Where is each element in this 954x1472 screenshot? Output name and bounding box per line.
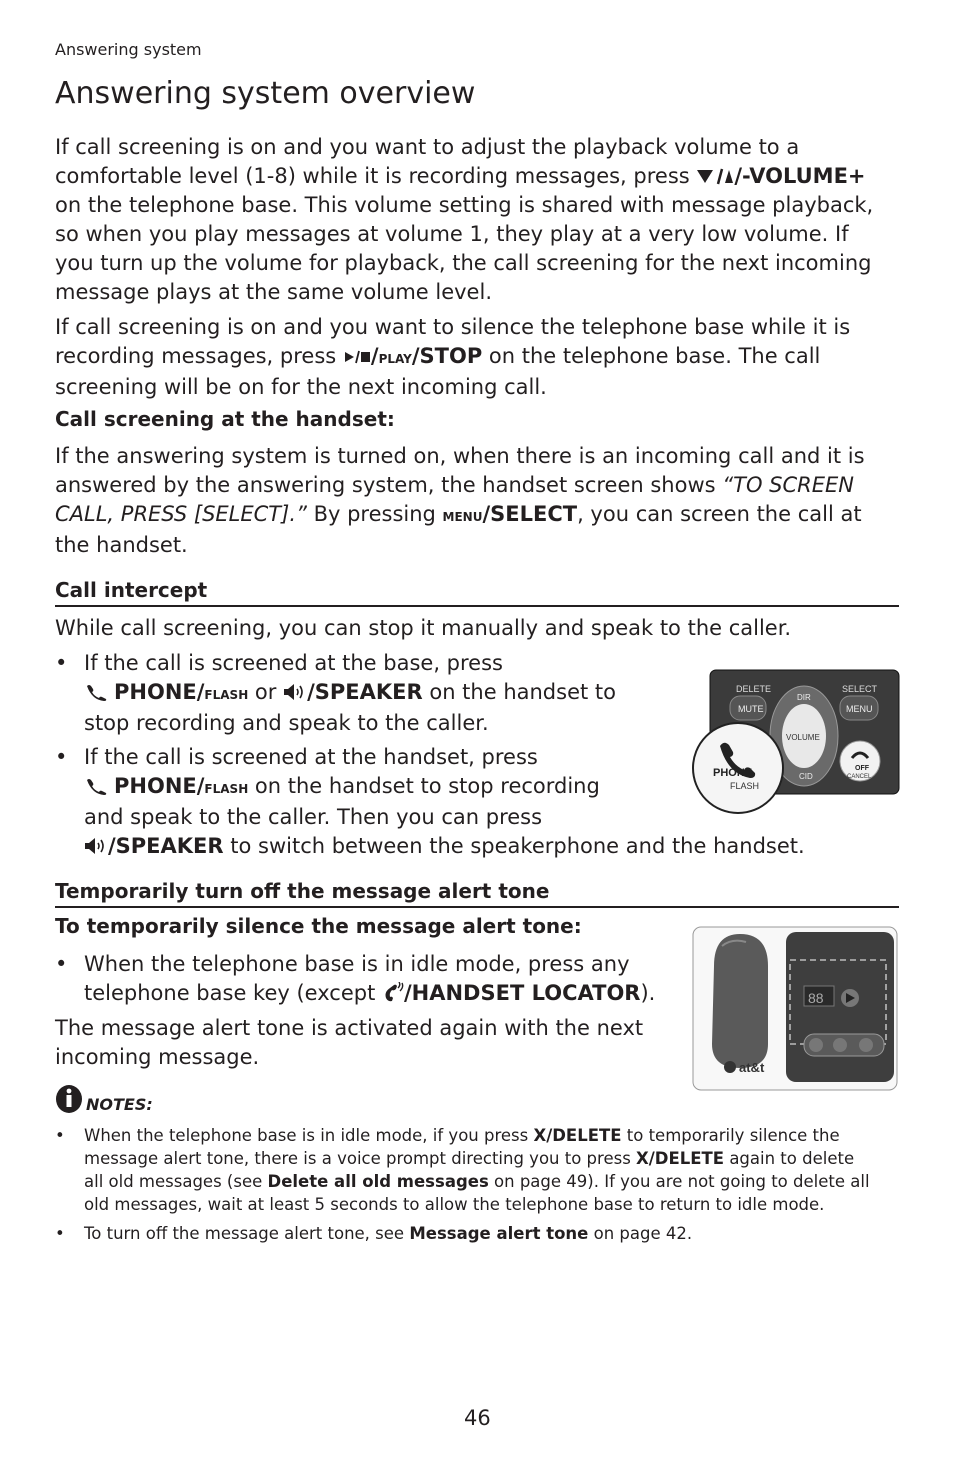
- alert-tone-paragraph: [55, 1014, 643, 1072]
- text-line: [84, 1170, 904, 1193]
- menu-label: MENU: [846, 704, 873, 714]
- text-line: [84, 678, 694, 709]
- bullet-dot: •: [55, 1224, 65, 1243]
- screen-prompt-text: “TO SCREEN: [722, 473, 855, 497]
- list-item: [55, 950, 685, 1010]
- text-line: The message alert tone is activated again with the next: [55, 1016, 644, 1040]
- phone-label: PHONE: [713, 767, 753, 779]
- text-line: message plays at the same volume level.: [55, 280, 492, 304]
- text-line: [55, 471, 865, 500]
- phone-key-label: PHONE/: [114, 680, 205, 704]
- mute-label: MUTE: [738, 704, 764, 714]
- flash-key-label: flash: [204, 684, 249, 704]
- note-item: [55, 1124, 900, 1219]
- text-line: If the call is screened at the base, press: [84, 651, 503, 675]
- text-span: all old messages (see: [84, 1172, 268, 1191]
- cancel-label: CANCEL: [847, 774, 872, 780]
- call-intercept-intro: While call screening, you can stop it manually and speak to the caller.: [55, 616, 792, 640]
- play-stop-icon: [343, 349, 371, 365]
- text-span: on the telephone base. The call: [482, 344, 821, 368]
- page-title: Answering system overview: [55, 76, 476, 111]
- info-icon: [55, 1082, 85, 1114]
- text-span: on the handset to stop recording: [248, 774, 600, 798]
- text-span: to temporarily silence the: [621, 1126, 840, 1145]
- cid-label: CID: [799, 772, 813, 781]
- speaker-key-label: /SPEAKER: [108, 834, 224, 858]
- subheading-handset: Call screening at the handset:: [55, 407, 395, 431]
- phone-icon: [84, 683, 114, 701]
- text-span: When the telephone base is in idle mode, if you press: [84, 1126, 534, 1145]
- text-span: To turn off the message alert tone, see: [84, 1224, 410, 1243]
- stop-key-label: /STOP: [411, 344, 483, 368]
- text-line: If the call is screened at the handset, press: [84, 745, 538, 769]
- paragraph-silence: [55, 313, 850, 402]
- text-line: [55, 342, 850, 373]
- att-logo-icon: [724, 1061, 736, 1073]
- note-item: [55, 1222, 900, 1247]
- telephone-base-illustration: [692, 926, 898, 1092]
- base-display: 88: [808, 990, 824, 1006]
- text-line: old messages, wait at least 5 seconds to allow the telephone base to return to idle mode.: [84, 1195, 825, 1214]
- note-item-text: [84, 1124, 904, 1216]
- bullet-dot: •: [55, 1126, 65, 1145]
- text-line: incoming message.: [55, 1045, 260, 1069]
- paragraph-handset: [55, 442, 865, 560]
- text-span: By pressing: [306, 502, 443, 526]
- section-heading-alert-tone: Temporarily turn off the message alert tone: [55, 879, 550, 903]
- text-span: /: [370, 344, 379, 368]
- text-span: telephone base key (except: [84, 981, 382, 1005]
- text-span: comfortable level (1-8) while it is recording messages, press: [55, 164, 697, 188]
- flash-label: FLASH: [730, 781, 760, 791]
- select-key-label: /SELECT: [482, 502, 578, 526]
- volume-key-label: /-VOLUME+: [734, 164, 866, 188]
- notes-label: NOTES:: [86, 1095, 153, 1114]
- section-heading-call-intercept: Call intercept: [55, 578, 208, 602]
- phone-key-label: PHONE/: [114, 774, 205, 798]
- text-line: screening will be on for the next incoming call.: [55, 375, 547, 399]
- text-span: again to delete: [724, 1149, 855, 1168]
- text-line: [84, 1124, 904, 1147]
- text-line: on the telephone base. This volume setting is shared with message playback,: [55, 193, 874, 217]
- text-span: or: [248, 680, 284, 704]
- flash-key-label: flash: [204, 778, 249, 798]
- page-number: 46: [464, 1406, 491, 1430]
- select-label: SELECT: [842, 684, 878, 694]
- text-line: [55, 500, 865, 531]
- text-span: to switch between the speakerphone and the handset.: [223, 834, 805, 858]
- delete-label: DELETE: [736, 684, 772, 694]
- list-item: [55, 649, 695, 739]
- paragraph-volume: [55, 133, 873, 307]
- cross-reference-link: Delete all old messages: [267, 1172, 489, 1191]
- text-span: recording messages, press: [55, 344, 343, 368]
- speaker-icon: [283, 683, 307, 701]
- delete-key-label: X/DELETE: [636, 1149, 725, 1168]
- text-line: stop recording and speak to the caller.: [84, 711, 489, 735]
- screen-prompt-text: CALL, PRESS [SELECT].”: [55, 502, 307, 526]
- handset-locator-key-label: /HANDSET LOCATOR: [403, 981, 641, 1005]
- down-up-arrows-icon: [696, 168, 734, 185]
- delete-key-label: X/DELETE: [533, 1126, 622, 1145]
- text-span: ).: [640, 981, 656, 1005]
- phone-icon: [84, 777, 114, 795]
- text-line: If call screening is on and you want to silence the telephone base while it is: [55, 315, 851, 339]
- handset-cradle: [712, 934, 768, 1068]
- text-line: If the answering system is turned on, when there is an incoming call and it is: [55, 444, 865, 468]
- text-span: on the handset to: [422, 680, 616, 704]
- text-span: on page 49). If you are not going to delete all: [488, 1172, 870, 1191]
- text-line: [84, 832, 864, 861]
- dir-label: DIR: [797, 693, 811, 702]
- section-rule: [55, 605, 899, 607]
- text-line: When the telephone base is in idle mode, press any: [84, 952, 630, 976]
- bullet-dot: •: [55, 745, 68, 769]
- text-line: the handset.: [55, 533, 188, 557]
- text-line: [84, 979, 689, 1008]
- text-line: so when you play messages at volume 1, they play at a very low volume. If: [55, 222, 849, 246]
- subheading-silence: To temporarily silence the message alert tone:: [55, 914, 582, 938]
- running-header: Answering system: [55, 40, 202, 59]
- cross-reference-link: Message alert tone: [409, 1224, 589, 1243]
- base-panel: [786, 932, 894, 1082]
- bullet-dot: •: [55, 952, 68, 976]
- list-item-text: [84, 950, 689, 1008]
- text-span: , you can screen the call at: [577, 502, 862, 526]
- play-key-label: play: [378, 348, 412, 368]
- text-line: [84, 1222, 904, 1245]
- list-item-text: [84, 649, 694, 738]
- text-line: If call screening is on and you want to adjust the playback volume to a: [55, 135, 800, 159]
- menu-key-label: menu: [442, 506, 483, 526]
- text-span: message alert tone, there is a voice prompt directing you to press: [84, 1149, 637, 1168]
- handset-keypad-illustration: [690, 666, 900, 818]
- text-span: answered by the answering system, the handset screen shows: [55, 473, 723, 497]
- off-label: OFF: [855, 765, 869, 772]
- text-line: [84, 1147, 904, 1170]
- brand-label: at&t: [739, 1060, 765, 1075]
- text-line: [55, 162, 873, 191]
- speaker-icon: [84, 837, 108, 855]
- note-item-text: [84, 1222, 904, 1245]
- section-rule: [55, 906, 899, 908]
- text-line: you turn up the volume for playback, the call screening for the next incoming: [55, 251, 872, 275]
- handset-locator-icon: [382, 982, 404, 1002]
- bullet-dot: •: [55, 651, 68, 675]
- text-line: and speak to the caller. Then you can press: [84, 805, 543, 829]
- speaker-key-label: /SPEAKER: [307, 680, 423, 704]
- volume-label: VOLUME: [786, 733, 820, 742]
- text-span: on page 42.: [588, 1224, 693, 1243]
